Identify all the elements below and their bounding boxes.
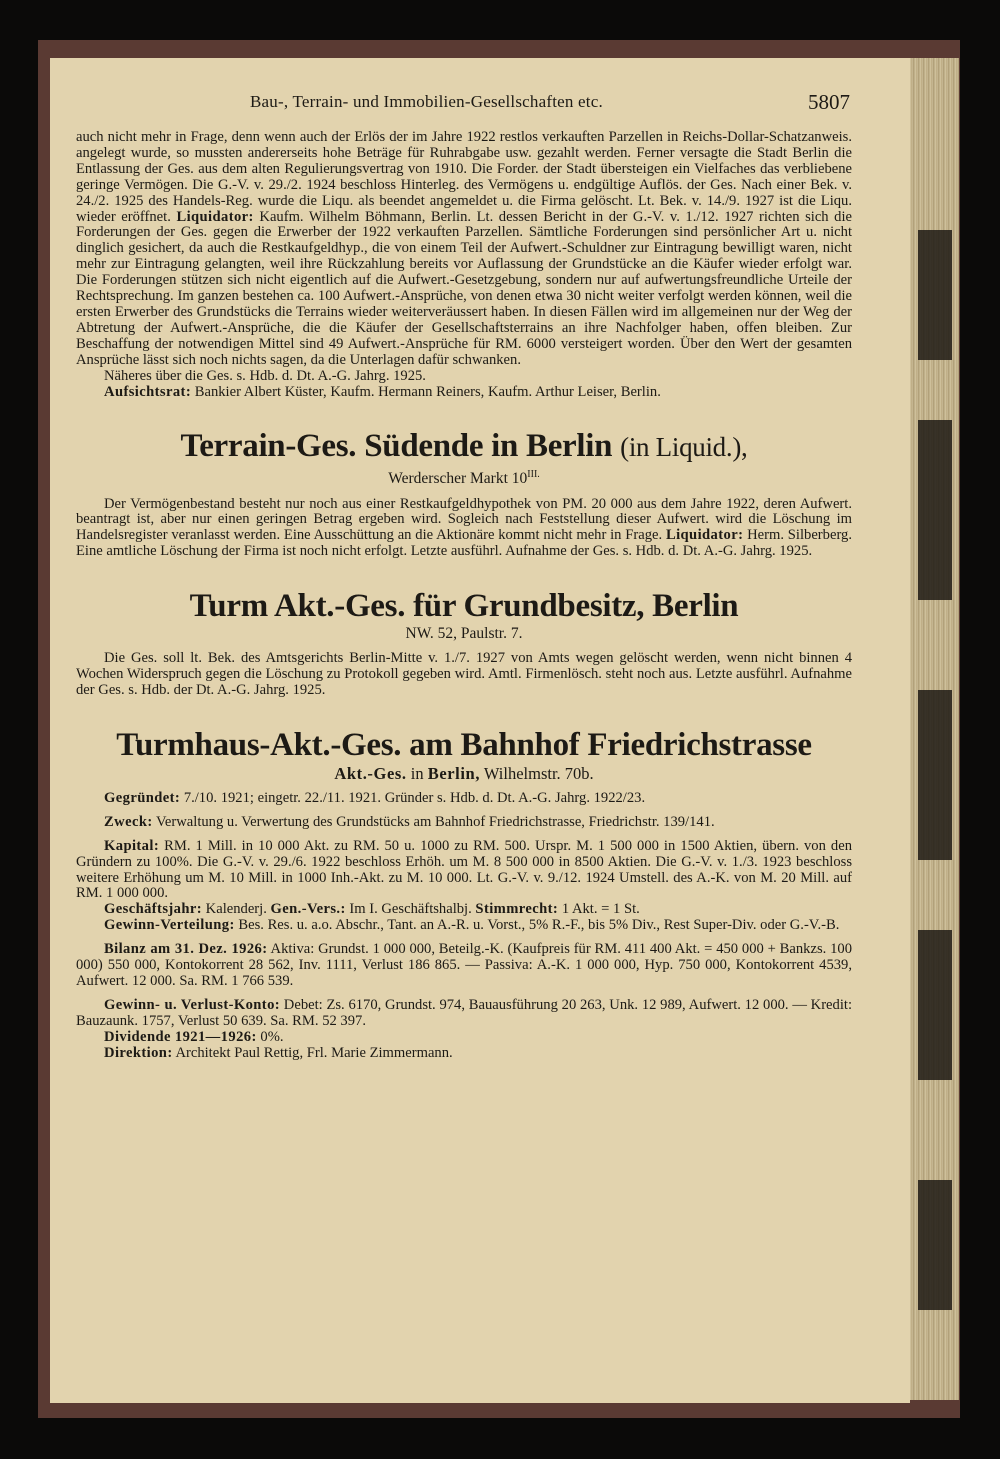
aufsichtsrat-text: Bankier Albert Küster, Kaufm. Hermann Reiners, Kaufm. Arthur Leiser, Berlin. [194,383,661,400]
reference-line: Näheres über die Ges. s. Hdb. d. Dt. A.-G. Jahrg. 1925. [104,367,426,384]
thumb-index-mark [918,420,952,600]
field-text: Aktiva: Grundst. 1 000 000, Beteilg.-K. (Kaufpreis für RM. 411 400 Akt. = 450 000 + Bankzs. 100 000) 550 000, Kontokorrent 28 562, Inv. 1111, Verlust 186 865. — Passiva: A.-K. 1 000 000, Hyp. 750 000, Kontokorrent 4539, Aufwert. 12 000. Sa. RM. 1 766 539. [76,941,852,989]
page-number: 5807 [808,90,850,114]
field-text: Bes. Res. u. a.o. Abschr., Tant. an A.-R. u. Vorst., 5% R.-F., bis 5% Div., Rest Super-Div. oder G.-V.-B. [238,917,840,934]
address-text: Werderscher Markt 10 [388,470,528,488]
continuation-paragraph: auch nicht mehr in Frage, denn wenn auch der Erlös der im Jahre 1922 restlos verkauften Parzellen in Reichs-Dollar-Schatzanweis. angelegt wurde, so mussten andererseits hohe Beträge für Ruhrabgabe usw. gezahlt werden. Ferner versagte die Stadt Berlin die Entlassung der Ges. aus dem alten Regulierungsvertrag von 1910. Die Forder. der Stadt übersteigen ein Vielfaches das verbliebene geringe Vermögen. Die G.-V. v. 29./2. 1924 beschloss Hinterleg. des Vermögens u. endgültige Auflös. der Ges. Nach einer Bek. v. 24./2. 1925 des Handels-Reg. wurde die Liqu. als beendet angemeldet u. die Firma gelöscht. Lt. Bek. v. 14./9. 1927 ist die Liqu. wieder eröffnet. [76,129,852,225]
field-label: Geschäftsjahr: [104,901,203,918]
company-heading-turm: Turm Akt.-Ges. für Grundbesitz, Berlin [189,588,739,625]
field-kapital [76,839,852,903]
thumb-index-mark [918,690,952,860]
liquidator-text: Herm. Silberberg. Eine amtliche Löschung der Firma ist noch nicht erfolgt. Letzte ausführl. Aufnahme der Ges. s. Hdb. d. Dt. A.-G. Jahrg. 1925. [76,527,852,560]
field-label: Dividende 1921—1926: [104,1028,257,1045]
address-sup: III. [527,469,540,481]
liquidator-label: Liquidator: [665,527,744,544]
company-suffix: (in Liquid.), [620,432,748,463]
thumb-index-mark [918,230,952,360]
thumb-index-mark [918,930,952,1080]
field-geschaeftsjahr [76,902,852,918]
company-heading-turmhaus: Turmhaus-Akt.-Ges. am Bahnhof Friedrichstrasse [116,726,812,763]
turm-paragraph: Die Ges. soll lt. Bek. des Amtsgerichts Berlin-Mitte v. 1./7. 1927 von Amts wegen gelöscht werden, wenn nicht binnen 4 Wochen Widerspruch gegen die Löschung zu Protokoll gegeben wird. Amtl. Firmenlösch. steht noch aus. Letzte ausführl. Aufnahme der Ges. s. Hdb. der Dt. A.-G. Jahrg. 1925. [76,650,852,698]
field-label: Gewinn- u. Verlust-Konto: [104,996,281,1013]
sub-address: Wilhelmstr. 70b. [483,763,594,783]
field-dividende [76,1030,852,1046]
page-content [76,130,852,1062]
sub-in: in [410,763,424,783]
field-zweck [76,815,852,831]
field-gewinn-verteilung [76,918,852,934]
field-text: 1 Akt. = 1 St. [561,901,640,918]
company-address [76,466,852,488]
sub-city: Berlin, [427,763,481,783]
field-label: Gen.-Vers.: [270,901,346,918]
company-address: NW. 52, Paulstr. 7. [405,625,523,643]
field-text: Im I. Geschäftshalbj. [349,901,472,918]
company-subheading [76,764,852,783]
field-gegruendet [76,791,852,807]
thumb-index-mark [918,1180,952,1310]
book-page [50,58,910,1403]
field-bilanz [76,942,852,990]
field-label: Stimmrecht: [475,901,559,918]
field-gewinn-verlust [76,998,852,1030]
aufsichtsrat-label: Aufsichtsrat: [104,383,192,400]
field-label: Gewinn-Verteilung: [104,917,235,934]
running-head [50,92,910,118]
field-text: RM. 1 Mill. in 10 000 Akt. zu RM. 50 u. 1000 zu RM. 500. Urspr. M. 1 500 000 in 1500 Aktien, übern. von den Gründern zu 100%. Die G.-V. v. 29./6. 1922 beschloss Erhöh. um M. 8 500 000 in 8500 Aktien. Die G.-V. v. 1./3. 1923 beschloss weitere Erhöhung um M. 10 Mill. in 1000 Inh.-Akt. zu M. 10 000. Lt. G.-V. v. 9./12. 1924 Umstell. des A.-K. von M. 20 Mill. auf RM. 1 000 000. [76,837,852,902]
field-text: 7./10. 1921; eingetr. 22./11. 1921. Gründer s. Hdb. d. Dt. A.-G. Jahrg. 1922/23. [183,789,646,806]
field-label: Zweck: [104,813,153,830]
field-text: Verwaltung u. Verwertung des Grundstücks am Bahnhof Friedrichstrasse, Friedrichstr. 139/141. [156,813,715,830]
field-label: Gegründet: [104,789,181,806]
field-text: 0%. [260,1028,284,1045]
field-direktion [76,1046,852,1062]
field-label: Bilanz am 31. Dez. 1926: [104,941,268,958]
suedende-paragraph: Der Vermögenbestand besteht nur noch aus einer Restkaufgeldhypothek von PM. 20 000 aus dem Jahre 1922, deren Aufwert. beantragt ist, aber nur einen geringen Betrag ergeben wird. Sogleich nach Feststellung dieser Aufwert. wird die Löschung im Handelsregister veranlasst werden. Eine Ausschüttung an die Aktionäre kommt nicht mehr in Frage. [76,495,852,544]
legal-form: Akt.-Ges. [334,763,407,783]
company-name: Terrain-Ges. Südende in Berlin [180,428,613,465]
field-text: Kalenderj. [205,901,267,918]
continuation-block [76,130,852,369]
aufsichtsrat-block [76,385,852,401]
suedende-text [76,497,852,561]
field-label: Kapital: [104,837,160,854]
liquidator-text: Kaufm. Wilhelm Böhmann, Berlin. Lt. dessen Bericht in der G.-V. v. 1./12. 1927 richten sich die Forderungen der Ges. gegen die Erwerber der 1922 verkauften Parzellen. Sämtliche Forderungen sind persönlicher Art u. nicht dinglich gesichert, da auch die Restkaufgeldhyp., die von einem Teil der Aufwert.-Schuldner zur Eintragung bewilligt waren, nicht mehr zur Eintragung gelangten, weil ihre Rückzahlung bereits vor Auflassung der Grundstücke an die Käufer wieder erfolgt war. Die Forderungen stützen sich nicht eigentlich auf die Aufwert.-Gesetzgebung, sondern nur auf aufwertungsfreundliche Urteile der Rechtsprechung. Im ganzen bestehen ca. 100 Aufwert.-Ansprüche, von denen etwa 30 nicht weiter verfolgt werden können, weil die ersten Erwerber des Grundstücks die Terrains wieder weiterveräussert haben. In diesen Fällen wird im allgemeinen nur der Weg der Abtretung der Aufwert.-Ansprüche, die die Käufer der Gesellschaftsterrains an ihre Nachfolger haben, offen bleiben. Zur Beschaffung der notwendigen Mittel sind 49 Aufwert.-Ansprüche für RM. 6000 versteigert worden. Über den Wert der gesamten Ansprüche lässt sich noch nichts sagen, da die Unterlagen dafür schwanken. [76,208,852,368]
liquidator-label: Liquidator: [176,208,254,225]
field-label: Direktion: [104,1044,173,1061]
running-title: Bau-, Terrain- und Immobilien-Gesellschaften etc. [250,92,603,111]
field-text: Architekt Paul Rettig, Frl. Marie Zimmermann. [175,1044,453,1061]
company-heading-suedende [76,427,852,466]
field-text: Debet: Zs. 6170, Grundst. 974, Bauausführung 20 263, Unk. 12 989, Aufwert. 12 000. — Kredit: Bauzaunk. 1757, Verlust 50 639. Sa. RM. 52 397. [76,996,852,1029]
